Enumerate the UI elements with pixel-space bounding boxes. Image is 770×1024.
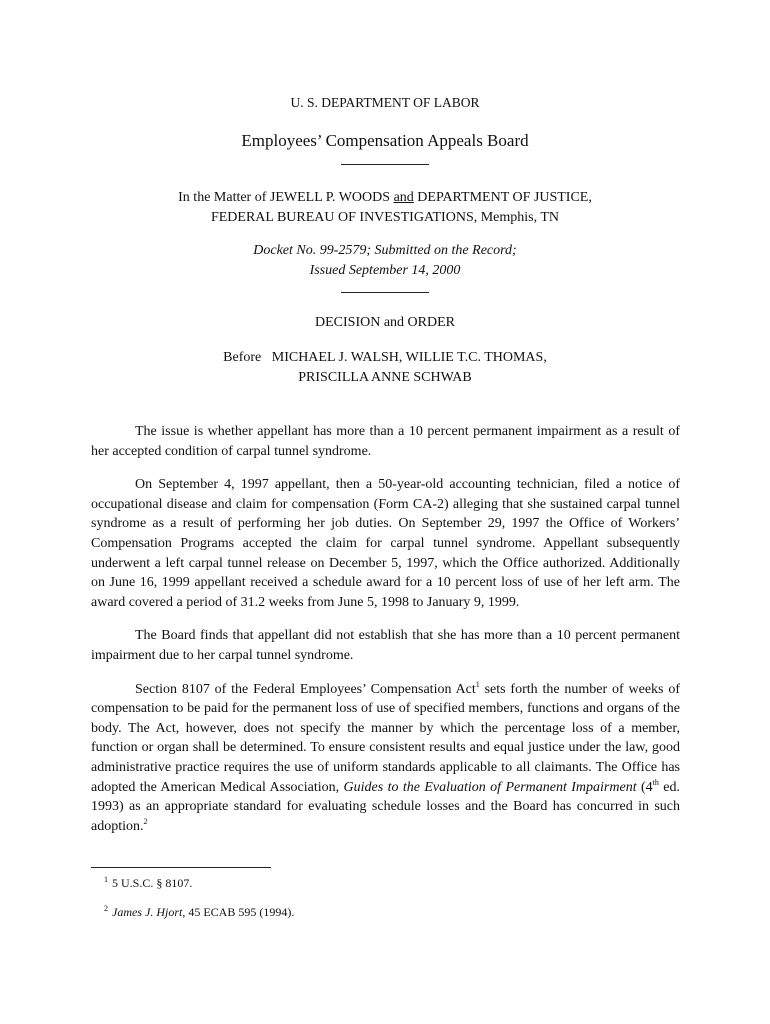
footnote-ref-1: 1 xyxy=(475,679,480,689)
docket-line-1: Docket No. 99-2579; Submitted on the Record; xyxy=(253,243,517,258)
paragraph-issue: The issue is whether appellant has more than a 10 percent permanent impairment as a result of her accepted condition of carpal tunnel syndrome. xyxy=(91,424,680,459)
guides-title: Guides to the Evaluation of Permanent Impairment xyxy=(343,779,637,795)
board-title: Employees’ Compensation Appeals Board xyxy=(241,131,529,150)
caption-line-2: FEDERAL BUREAU OF INVESTIGATIONS, Memphis, TN xyxy=(210,210,560,225)
docket-info xyxy=(0,241,770,281)
caption-line-1 xyxy=(0,188,770,208)
panel-line-1: Before MICHAEL J. WALSH, WILLIE T.C. THOMAS, xyxy=(223,350,547,365)
caption-prefix: In the Matter of JEWELL P. WOODS xyxy=(178,190,394,205)
decision-title: DECISION and ORDER xyxy=(315,315,455,330)
decision-body xyxy=(91,422,680,850)
caption-and: and xyxy=(393,190,414,205)
footnote-divider xyxy=(91,867,271,868)
caption-suffix: DEPARTMENT OF JUSTICE, xyxy=(413,190,592,205)
case-caption xyxy=(0,188,770,228)
docket-line-2: Issued September 14, 2000 xyxy=(309,263,461,278)
footnote-2: $^2$ James J. Hjort, 45 ECAB 595 (1994). xyxy=(104,904,295,919)
paragraph-law: Section 8107 of the Federal Employees’ Compensation Act$^1$ sets forth the number of weeks of compensation to be paid for the permanent loss of use of specified members, functions and organs of the body. The Act, however, does not specify the manner by which the percentage loss of a member, function or organ shall be determined. To ensure consistent results and equal justice under the law, good administrative practice requires the use of uniform standards applicable to all claimants. The Office has adopted the American Medical Association, Guides to the Evaluation of Permanent Impairment (4th ed. 1993) as an appropriate standard for evaluating schedule losses and the Board has concurred in such adoption.$^2$ xyxy=(91,679,681,834)
paragraph-finding: The Board finds that appellant did not establish that she has more than a 10 percent permanent impairment due to her carpal tunnel syndrome. xyxy=(91,628,680,663)
paragraph-background: On September 4, 1997 appellant, then a 50-year-old accounting technician, filed a notice of occupational disease and claim for compensation (Form CA-2) alleging that she sustained carpal tunnel syndrome as a result of performing her job duties. On September 29, 1997 the Office of Workers’ Compensation Programs accepted the claim for carpal tunnel syndrome. Appellant subsequently underwent a left carpal tunnel release on December 5, 1997, which the Office authorized. Additionally on June 16, 1999 appellant received a schedule award for a 10 percent loss of use of her left arm. The award covered a period of 31.2 weeks from June 5, 1998 to January 9, 1999. xyxy=(91,477,680,610)
footnote-1: $^1$ 5 U.S.C. § 8107. xyxy=(104,875,193,890)
agency-heading: U. S. DEPARTMENT OF LABOR xyxy=(290,95,480,110)
docket-divider xyxy=(341,292,429,293)
panel-line-2: PRISCILLA ANNE SCHWAB xyxy=(298,370,472,385)
panel-members xyxy=(0,348,770,388)
footnote-ref-2: 2 xyxy=(143,816,148,826)
title-divider xyxy=(341,164,429,165)
